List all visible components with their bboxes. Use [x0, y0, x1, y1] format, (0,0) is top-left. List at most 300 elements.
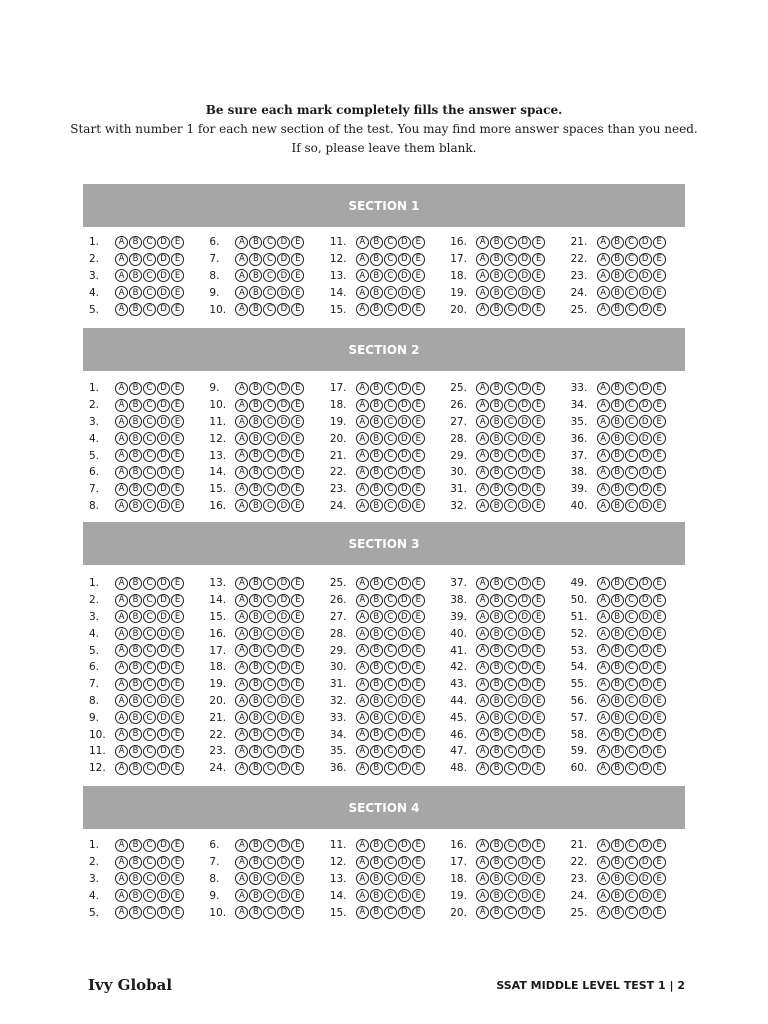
- answer-bubble-d[interactable]: D: [639, 253, 652, 266]
- answer-bubble-a[interactable]: A: [476, 415, 489, 428]
- answer-bubble-a[interactable]: A: [235, 399, 248, 412]
- answer-bubble-c[interactable]: C: [384, 745, 397, 758]
- answer-bubble-b[interactable]: B: [249, 906, 262, 919]
- answer-bubble-d[interactable]: D: [277, 745, 290, 758]
- answer-bubble-a[interactable]: A: [115, 872, 128, 885]
- answer-bubble-d[interactable]: D: [157, 889, 170, 902]
- answer-bubble-e[interactable]: E: [532, 303, 545, 316]
- answer-bubble-b[interactable]: B: [249, 432, 262, 445]
- answer-bubble-c[interactable]: C: [143, 745, 156, 758]
- answer-bubble-d[interactable]: D: [639, 610, 652, 623]
- answer-bubble-b[interactable]: B: [611, 728, 624, 741]
- answer-bubble-b[interactable]: B: [370, 661, 383, 674]
- answer-bubble-b[interactable]: B: [249, 253, 262, 266]
- answer-bubble-b[interactable]: B: [370, 906, 383, 919]
- answer-bubble-c[interactable]: C: [384, 466, 397, 479]
- answer-bubble-b[interactable]: B: [490, 253, 503, 266]
- answer-bubble-a[interactable]: A: [115, 382, 128, 395]
- answer-bubble-a[interactable]: A: [356, 627, 369, 640]
- answer-bubble-a[interactable]: A: [115, 466, 128, 479]
- answer-bubble-c[interactable]: C: [504, 286, 517, 299]
- answer-bubble-d[interactable]: D: [639, 762, 652, 775]
- answer-bubble-c[interactable]: C: [384, 577, 397, 590]
- answer-bubble-b[interactable]: B: [490, 694, 503, 707]
- answer-bubble-d[interactable]: D: [639, 661, 652, 674]
- answer-bubble-a[interactable]: A: [235, 627, 248, 640]
- answer-bubble-e[interactable]: E: [532, 236, 545, 249]
- answer-bubble-d[interactable]: D: [157, 432, 170, 445]
- answer-bubble-a[interactable]: A: [356, 745, 369, 758]
- answer-bubble-a[interactable]: A: [235, 415, 248, 428]
- answer-bubble-b[interactable]: B: [611, 644, 624, 657]
- answer-bubble-e[interactable]: E: [532, 839, 545, 852]
- answer-bubble-a[interactable]: A: [235, 728, 248, 741]
- answer-bubble-d[interactable]: D: [277, 906, 290, 919]
- answer-bubble-c[interactable]: C: [384, 432, 397, 445]
- answer-bubble-e[interactable]: E: [291, 415, 304, 428]
- answer-bubble-b[interactable]: B: [611, 711, 624, 724]
- answer-bubble-c[interactable]: C: [143, 483, 156, 496]
- answer-bubble-e[interactable]: E: [532, 399, 545, 412]
- answer-bubble-e[interactable]: E: [171, 415, 184, 428]
- answer-bubble-d[interactable]: D: [277, 839, 290, 852]
- answer-bubble-a[interactable]: A: [356, 499, 369, 512]
- answer-bubble-b[interactable]: B: [490, 269, 503, 282]
- answer-bubble-e[interactable]: E: [412, 856, 425, 869]
- answer-bubble-b[interactable]: B: [249, 286, 262, 299]
- answer-bubble-c[interactable]: C: [504, 303, 517, 316]
- answer-bubble-c[interactable]: C: [625, 889, 638, 902]
- answer-bubble-a[interactable]: A: [235, 856, 248, 869]
- answer-bubble-e[interactable]: E: [171, 483, 184, 496]
- answer-bubble-e[interactable]: E: [412, 236, 425, 249]
- answer-bubble-b[interactable]: B: [249, 644, 262, 657]
- answer-bubble-a[interactable]: A: [356, 415, 369, 428]
- answer-bubble-b[interactable]: B: [370, 610, 383, 623]
- answer-bubble-b[interactable]: B: [611, 483, 624, 496]
- answer-bubble-e[interactable]: E: [171, 906, 184, 919]
- answer-bubble-c[interactable]: C: [143, 382, 156, 395]
- answer-bubble-b[interactable]: B: [249, 382, 262, 395]
- answer-bubble-b[interactable]: B: [249, 303, 262, 316]
- answer-bubble-a[interactable]: A: [115, 499, 128, 512]
- answer-bubble-d[interactable]: D: [157, 644, 170, 657]
- answer-bubble-e[interactable]: E: [171, 762, 184, 775]
- answer-bubble-e[interactable]: E: [532, 872, 545, 885]
- answer-bubble-a[interactable]: A: [356, 449, 369, 462]
- answer-bubble-c[interactable]: C: [625, 839, 638, 852]
- answer-bubble-c[interactable]: C: [504, 236, 517, 249]
- answer-bubble-c[interactable]: C: [143, 577, 156, 590]
- answer-bubble-a[interactable]: A: [235, 694, 248, 707]
- answer-bubble-e[interactable]: E: [291, 839, 304, 852]
- answer-bubble-c[interactable]: C: [263, 644, 276, 657]
- answer-bubble-e[interactable]: E: [412, 661, 425, 674]
- answer-bubble-e[interactable]: E: [171, 499, 184, 512]
- answer-bubble-a[interactable]: A: [115, 432, 128, 445]
- answer-bubble-b[interactable]: B: [370, 483, 383, 496]
- answer-bubble-a[interactable]: A: [597, 889, 610, 902]
- answer-bubble-d[interactable]: D: [157, 415, 170, 428]
- answer-bubble-c[interactable]: C: [143, 839, 156, 852]
- answer-bubble-c[interactable]: C: [625, 745, 638, 758]
- answer-bubble-e[interactable]: E: [412, 694, 425, 707]
- answer-bubble-a[interactable]: A: [476, 906, 489, 919]
- answer-bubble-b[interactable]: B: [129, 499, 142, 512]
- answer-bubble-c[interactable]: C: [504, 415, 517, 428]
- answer-bubble-e[interactable]: E: [171, 382, 184, 395]
- answer-bubble-a[interactable]: A: [115, 399, 128, 412]
- answer-bubble-d[interactable]: D: [398, 399, 411, 412]
- answer-bubble-c[interactable]: C: [263, 678, 276, 691]
- answer-bubble-e[interactable]: E: [171, 269, 184, 282]
- answer-bubble-e[interactable]: E: [171, 286, 184, 299]
- answer-bubble-c[interactable]: C: [625, 728, 638, 741]
- answer-bubble-c[interactable]: C: [504, 694, 517, 707]
- answer-bubble-c[interactable]: C: [384, 415, 397, 428]
- answer-bubble-c[interactable]: C: [504, 449, 517, 462]
- answer-bubble-e[interactable]: E: [653, 762, 666, 775]
- answer-bubble-a[interactable]: A: [235, 661, 248, 674]
- answer-bubble-a[interactable]: A: [115, 644, 128, 657]
- answer-bubble-a[interactable]: A: [597, 610, 610, 623]
- answer-bubble-c[interactable]: C: [625, 415, 638, 428]
- answer-bubble-e[interactable]: E: [412, 499, 425, 512]
- answer-bubble-a[interactable]: A: [115, 889, 128, 902]
- answer-bubble-e[interactable]: E: [412, 906, 425, 919]
- answer-bubble-d[interactable]: D: [277, 889, 290, 902]
- answer-bubble-c[interactable]: C: [143, 399, 156, 412]
- answer-bubble-b[interactable]: B: [249, 594, 262, 607]
- answer-bubble-e[interactable]: E: [291, 269, 304, 282]
- answer-bubble-d[interactable]: D: [157, 449, 170, 462]
- answer-bubble-e[interactable]: E: [653, 432, 666, 445]
- answer-bubble-e[interactable]: E: [171, 839, 184, 852]
- answer-bubble-b[interactable]: B: [490, 745, 503, 758]
- answer-bubble-a[interactable]: A: [476, 236, 489, 249]
- answer-bubble-d[interactable]: D: [157, 577, 170, 590]
- answer-bubble-b[interactable]: B: [611, 382, 624, 395]
- answer-bubble-a[interactable]: A: [476, 483, 489, 496]
- answer-bubble-d[interactable]: D: [398, 694, 411, 707]
- answer-bubble-e[interactable]: E: [171, 627, 184, 640]
- answer-bubble-d[interactable]: D: [277, 499, 290, 512]
- answer-bubble-a[interactable]: A: [597, 728, 610, 741]
- answer-bubble-d[interactable]: D: [518, 499, 531, 512]
- answer-bubble-c[interactable]: C: [384, 253, 397, 266]
- answer-bubble-d[interactable]: D: [157, 661, 170, 674]
- answer-bubble-d[interactable]: D: [639, 627, 652, 640]
- answer-bubble-e[interactable]: E: [532, 762, 545, 775]
- answer-bubble-d[interactable]: D: [639, 303, 652, 316]
- answer-bubble-b[interactable]: B: [129, 399, 142, 412]
- answer-bubble-c[interactable]: C: [143, 694, 156, 707]
- answer-bubble-b[interactable]: B: [129, 286, 142, 299]
- answer-bubble-d[interactable]: D: [157, 499, 170, 512]
- answer-bubble-a[interactable]: A: [356, 728, 369, 741]
- answer-bubble-e[interactable]: E: [653, 627, 666, 640]
- answer-bubble-d[interactable]: D: [398, 728, 411, 741]
- answer-bubble-a[interactable]: A: [476, 303, 489, 316]
- answer-bubble-e[interactable]: E: [653, 610, 666, 623]
- answer-bubble-c[interactable]: C: [625, 906, 638, 919]
- answer-bubble-e[interactable]: E: [412, 483, 425, 496]
- answer-bubble-b[interactable]: B: [129, 839, 142, 852]
- answer-bubble-e[interactable]: E: [653, 889, 666, 902]
- answer-bubble-e[interactable]: E: [532, 711, 545, 724]
- answer-bubble-e[interactable]: E: [291, 432, 304, 445]
- answer-bubble-c[interactable]: C: [263, 432, 276, 445]
- answer-bubble-a[interactable]: A: [356, 483, 369, 496]
- answer-bubble-a[interactable]: A: [235, 906, 248, 919]
- answer-bubble-a[interactable]: A: [235, 449, 248, 462]
- answer-bubble-c[interactable]: C: [504, 466, 517, 479]
- answer-bubble-c[interactable]: C: [504, 483, 517, 496]
- answer-bubble-a[interactable]: A: [235, 303, 248, 316]
- answer-bubble-d[interactable]: D: [398, 644, 411, 657]
- answer-bubble-c[interactable]: C: [143, 762, 156, 775]
- answer-bubble-a[interactable]: A: [356, 303, 369, 316]
- answer-bubble-b[interactable]: B: [249, 499, 262, 512]
- answer-bubble-e[interactable]: E: [532, 253, 545, 266]
- answer-bubble-d[interactable]: D: [639, 449, 652, 462]
- answer-bubble-a[interactable]: A: [235, 236, 248, 249]
- answer-bubble-b[interactable]: B: [129, 644, 142, 657]
- answer-bubble-c[interactable]: C: [143, 269, 156, 282]
- answer-bubble-a[interactable]: A: [235, 872, 248, 885]
- answer-bubble-e[interactable]: E: [653, 661, 666, 674]
- answer-bubble-b[interactable]: B: [370, 466, 383, 479]
- answer-bubble-c[interactable]: C: [504, 906, 517, 919]
- answer-bubble-d[interactable]: D: [518, 415, 531, 428]
- answer-bubble-c[interactable]: C: [263, 594, 276, 607]
- answer-bubble-a[interactable]: A: [356, 399, 369, 412]
- answer-bubble-e[interactable]: E: [291, 483, 304, 496]
- answer-bubble-a[interactable]: A: [235, 610, 248, 623]
- answer-bubble-d[interactable]: D: [398, 661, 411, 674]
- answer-bubble-c[interactable]: C: [143, 678, 156, 691]
- answer-bubble-b[interactable]: B: [370, 694, 383, 707]
- answer-bubble-b[interactable]: B: [249, 466, 262, 479]
- answer-bubble-b[interactable]: B: [611, 906, 624, 919]
- answer-bubble-d[interactable]: D: [639, 745, 652, 758]
- answer-bubble-b[interactable]: B: [129, 382, 142, 395]
- answer-bubble-d[interactable]: D: [277, 399, 290, 412]
- answer-bubble-a[interactable]: A: [115, 906, 128, 919]
- answer-bubble-d[interactable]: D: [157, 466, 170, 479]
- answer-bubble-e[interactable]: E: [653, 466, 666, 479]
- answer-bubble-c[interactable]: C: [504, 644, 517, 657]
- answer-bubble-c[interactable]: C: [504, 728, 517, 741]
- answer-bubble-a[interactable]: A: [115, 286, 128, 299]
- answer-bubble-c[interactable]: C: [504, 382, 517, 395]
- answer-bubble-d[interactable]: D: [157, 762, 170, 775]
- answer-bubble-c[interactable]: C: [143, 236, 156, 249]
- answer-bubble-c[interactable]: C: [504, 872, 517, 885]
- answer-bubble-e[interactable]: E: [412, 728, 425, 741]
- answer-bubble-c[interactable]: C: [263, 577, 276, 590]
- answer-bubble-e[interactable]: E: [171, 303, 184, 316]
- answer-bubble-d[interactable]: D: [157, 594, 170, 607]
- answer-bubble-d[interactable]: D: [277, 661, 290, 674]
- answer-bubble-e[interactable]: E: [412, 432, 425, 445]
- answer-bubble-d[interactable]: D: [639, 415, 652, 428]
- answer-bubble-e[interactable]: E: [291, 678, 304, 691]
- answer-bubble-a[interactable]: A: [235, 253, 248, 266]
- answer-bubble-e[interactable]: E: [532, 610, 545, 623]
- answer-bubble-e[interactable]: E: [412, 286, 425, 299]
- answer-bubble-c[interactable]: C: [625, 253, 638, 266]
- answer-bubble-b[interactable]: B: [129, 466, 142, 479]
- answer-bubble-d[interactable]: D: [639, 889, 652, 902]
- answer-bubble-a[interactable]: A: [235, 762, 248, 775]
- answer-bubble-e[interactable]: E: [291, 762, 304, 775]
- answer-bubble-c[interactable]: C: [384, 594, 397, 607]
- answer-bubble-b[interactable]: B: [490, 466, 503, 479]
- answer-bubble-b[interactable]: B: [129, 745, 142, 758]
- answer-bubble-e[interactable]: E: [412, 382, 425, 395]
- answer-bubble-b[interactable]: B: [611, 269, 624, 282]
- answer-bubble-b[interactable]: B: [370, 432, 383, 445]
- answer-bubble-d[interactable]: D: [398, 745, 411, 758]
- answer-bubble-a[interactable]: A: [115, 253, 128, 266]
- answer-bubble-b[interactable]: B: [490, 449, 503, 462]
- answer-bubble-b[interactable]: B: [129, 678, 142, 691]
- answer-bubble-c[interactable]: C: [625, 610, 638, 623]
- answer-bubble-b[interactable]: B: [611, 762, 624, 775]
- answer-bubble-b[interactable]: B: [611, 610, 624, 623]
- answer-bubble-c[interactable]: C: [263, 415, 276, 428]
- answer-bubble-c[interactable]: C: [625, 236, 638, 249]
- answer-bubble-a[interactable]: A: [476, 382, 489, 395]
- answer-bubble-e[interactable]: E: [653, 499, 666, 512]
- answer-bubble-d[interactable]: D: [157, 236, 170, 249]
- answer-bubble-e[interactable]: E: [171, 872, 184, 885]
- answer-bubble-b[interactable]: B: [490, 286, 503, 299]
- answer-bubble-a[interactable]: A: [476, 678, 489, 691]
- answer-bubble-a[interactable]: A: [597, 644, 610, 657]
- answer-bubble-a[interactable]: A: [597, 286, 610, 299]
- answer-bubble-d[interactable]: D: [157, 483, 170, 496]
- answer-bubble-b[interactable]: B: [490, 839, 503, 852]
- answer-bubble-c[interactable]: C: [143, 644, 156, 657]
- answer-bubble-d[interactable]: D: [518, 694, 531, 707]
- answer-bubble-d[interactable]: D: [639, 839, 652, 852]
- answer-bubble-c[interactable]: C: [263, 286, 276, 299]
- answer-bubble-c[interactable]: C: [263, 499, 276, 512]
- answer-bubble-a[interactable]: A: [115, 610, 128, 623]
- answer-bubble-a[interactable]: A: [597, 856, 610, 869]
- answer-bubble-b[interactable]: B: [611, 627, 624, 640]
- answer-bubble-e[interactable]: E: [291, 499, 304, 512]
- answer-bubble-e[interactable]: E: [653, 449, 666, 462]
- answer-bubble-b[interactable]: B: [490, 627, 503, 640]
- answer-bubble-d[interactable]: D: [518, 644, 531, 657]
- answer-bubble-d[interactable]: D: [639, 728, 652, 741]
- answer-bubble-c[interactable]: C: [384, 661, 397, 674]
- answer-bubble-c[interactable]: C: [384, 483, 397, 496]
- answer-bubble-e[interactable]: E: [291, 466, 304, 479]
- answer-bubble-a[interactable]: A: [115, 415, 128, 428]
- answer-bubble-e[interactable]: E: [412, 577, 425, 590]
- answer-bubble-b[interactable]: B: [129, 415, 142, 428]
- answer-bubble-d[interactable]: D: [398, 449, 411, 462]
- answer-bubble-a[interactable]: A: [356, 872, 369, 885]
- answer-bubble-d[interactable]: D: [157, 872, 170, 885]
- answer-bubble-b[interactable]: B: [249, 399, 262, 412]
- answer-bubble-c[interactable]: C: [504, 889, 517, 902]
- answer-bubble-d[interactable]: D: [518, 449, 531, 462]
- answer-bubble-c[interactable]: C: [263, 728, 276, 741]
- answer-bubble-a[interactable]: A: [235, 382, 248, 395]
- answer-bubble-c[interactable]: C: [384, 711, 397, 724]
- answer-bubble-a[interactable]: A: [476, 762, 489, 775]
- answer-bubble-c[interactable]: C: [504, 711, 517, 724]
- answer-bubble-b[interactable]: B: [249, 762, 262, 775]
- answer-bubble-a[interactable]: A: [115, 303, 128, 316]
- answer-bubble-c[interactable]: C: [504, 745, 517, 758]
- answer-bubble-e[interactable]: E: [412, 610, 425, 623]
- answer-bubble-c[interactable]: C: [625, 856, 638, 869]
- answer-bubble-a[interactable]: A: [597, 745, 610, 758]
- answer-bubble-c[interactable]: C: [263, 627, 276, 640]
- answer-bubble-b[interactable]: B: [370, 499, 383, 512]
- answer-bubble-d[interactable]: D: [157, 382, 170, 395]
- answer-bubble-c[interactable]: C: [625, 762, 638, 775]
- answer-bubble-e[interactable]: E: [653, 382, 666, 395]
- answer-bubble-a[interactable]: A: [597, 577, 610, 590]
- answer-bubble-d[interactable]: D: [277, 728, 290, 741]
- answer-bubble-d[interactable]: D: [157, 286, 170, 299]
- answer-bubble-b[interactable]: B: [490, 399, 503, 412]
- answer-bubble-c[interactable]: C: [625, 382, 638, 395]
- answer-bubble-b[interactable]: B: [129, 236, 142, 249]
- answer-bubble-e[interactable]: E: [653, 711, 666, 724]
- answer-bubble-a[interactable]: A: [235, 644, 248, 657]
- answer-bubble-a[interactable]: A: [356, 906, 369, 919]
- answer-bubble-b[interactable]: B: [611, 253, 624, 266]
- answer-bubble-e[interactable]: E: [291, 889, 304, 902]
- answer-bubble-d[interactable]: D: [277, 415, 290, 428]
- answer-bubble-e[interactable]: E: [532, 499, 545, 512]
- answer-bubble-e[interactable]: E: [412, 644, 425, 657]
- answer-bubble-c[interactable]: C: [384, 728, 397, 741]
- answer-bubble-b[interactable]: B: [490, 382, 503, 395]
- answer-bubble-c[interactable]: C: [263, 399, 276, 412]
- answer-bubble-d[interactable]: D: [277, 856, 290, 869]
- answer-bubble-c[interactable]: C: [504, 661, 517, 674]
- answer-bubble-e[interactable]: E: [171, 399, 184, 412]
- answer-bubble-d[interactable]: D: [639, 382, 652, 395]
- answer-bubble-d[interactable]: D: [639, 483, 652, 496]
- answer-bubble-e[interactable]: E: [291, 728, 304, 741]
- answer-bubble-b[interactable]: B: [370, 303, 383, 316]
- answer-bubble-e[interactable]: E: [171, 856, 184, 869]
- answer-bubble-b[interactable]: B: [249, 839, 262, 852]
- answer-bubble-b[interactable]: B: [129, 432, 142, 445]
- answer-bubble-a[interactable]: A: [356, 466, 369, 479]
- answer-bubble-d[interactable]: D: [398, 483, 411, 496]
- answer-bubble-b[interactable]: B: [490, 303, 503, 316]
- answer-bubble-d[interactable]: D: [277, 483, 290, 496]
- answer-bubble-e[interactable]: E: [291, 661, 304, 674]
- answer-bubble-a[interactable]: A: [115, 678, 128, 691]
- answer-bubble-a[interactable]: A: [356, 594, 369, 607]
- answer-bubble-d[interactable]: D: [277, 627, 290, 640]
- answer-bubble-a[interactable]: A: [115, 745, 128, 758]
- answer-bubble-d[interactable]: D: [518, 594, 531, 607]
- answer-bubble-d[interactable]: D: [518, 286, 531, 299]
